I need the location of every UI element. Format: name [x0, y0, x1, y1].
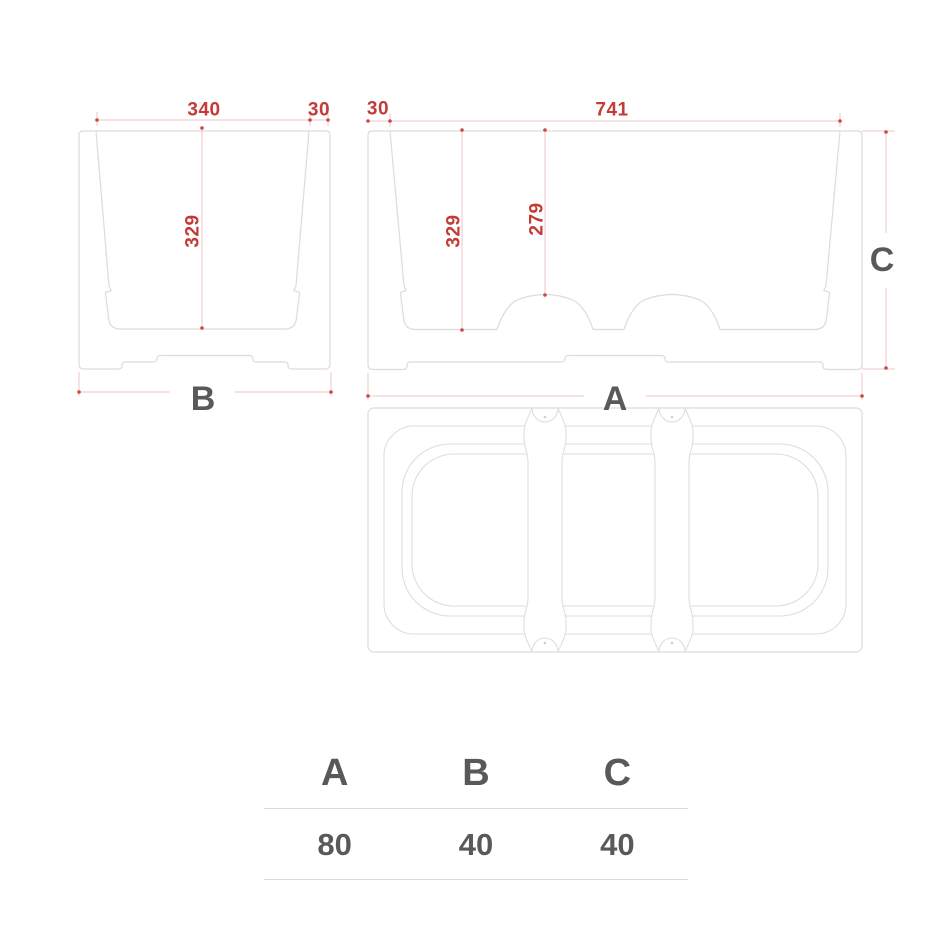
dim-side-top-width: 340	[187, 99, 221, 121]
handle-strip-2	[651, 408, 693, 652]
dim-side-depth: 329	[182, 214, 204, 248]
spec-col-a-header: A	[320, 752, 349, 794]
dimension-lines	[79, 112, 895, 400]
spec-col-c-header: C	[603, 752, 632, 794]
dim-front-depth: 329	[443, 214, 465, 248]
top-view-drawing	[368, 408, 862, 652]
dimension-spec-table	[264, 742, 688, 880]
label-length-A: A	[602, 380, 628, 418]
label-width-B: B	[190, 380, 216, 418]
spec-col-b-header: B	[462, 752, 490, 794]
spec-col-a-value: 80	[264, 808, 405, 880]
dim-front-rim-width: 30	[366, 98, 390, 120]
dim-front-inner-depth: 279	[526, 202, 548, 236]
dim-front-top-width: 741	[595, 99, 629, 121]
front-view-drawing	[368, 131, 862, 370]
label-height-C: C	[869, 241, 895, 279]
spec-col-b-value: 40	[405, 808, 546, 880]
spec-col-c-value: 40	[547, 808, 688, 880]
handle-strip-1	[524, 408, 566, 652]
side-view-drawing	[79, 131, 330, 369]
dim-side-rim-width: 30	[307, 99, 331, 121]
